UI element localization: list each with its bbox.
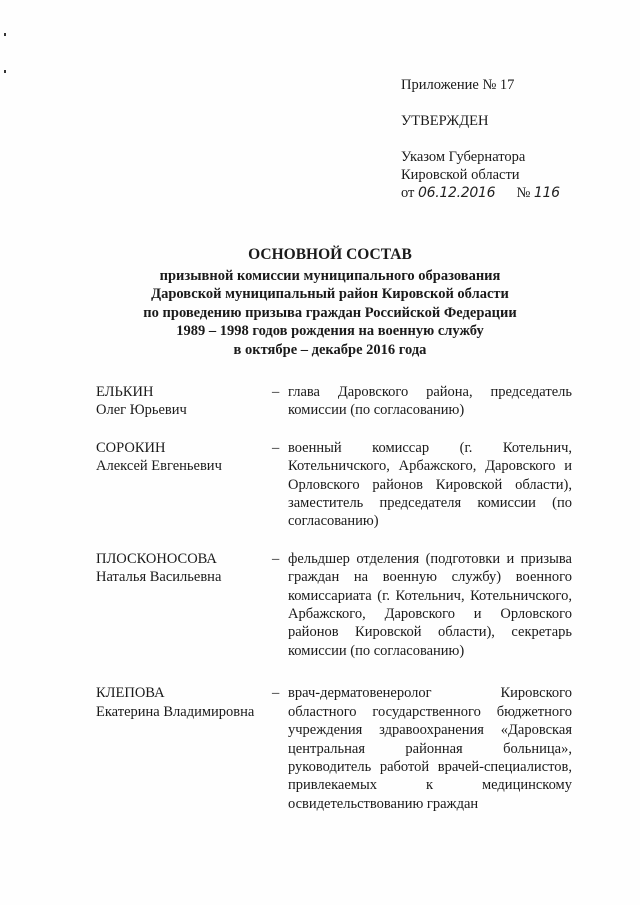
scan-speck (4, 33, 6, 36)
decree-line-1: Указом Губернатора (401, 149, 526, 165)
member-given-name: Екатерина Владимировна (96, 703, 255, 720)
member-dash: – (272, 439, 280, 456)
handwritten-number: 116 (533, 185, 560, 201)
handwritten-date: 06.12.2016 (418, 185, 496, 201)
member-dash: – (272, 550, 280, 567)
member-name (96, 684, 276, 721)
title-line-3: по проведению призыва граждан Российской Федерации (143, 304, 517, 321)
member-surname: ЕЛЬКИН (96, 384, 154, 400)
approval-stamp-block (401, 76, 560, 202)
title-line-1: призывной комиссии муниципального образования (159, 267, 501, 284)
decree-date-line (401, 184, 560, 202)
member-given-name: Наталья Васильевна (96, 569, 222, 586)
member-given-name: Олег Юрьевич (96, 402, 187, 419)
member-dash: – (272, 685, 280, 702)
decree-line-2: Кировской области (401, 167, 520, 183)
approved-label: УТВЕРЖДЕН (401, 113, 489, 129)
appendix-number: Приложение № 17 (401, 77, 515, 93)
member-surname: СОРОКИН (96, 439, 166, 456)
member-role: военный комиссар (г. Котельнич, Котельничского, Арбажского, Даровского и Орловского районов Кировской области), заместитель председателя комиссии (по согласованию) (288, 439, 572, 530)
document-title-block (80, 246, 580, 359)
document-title: ОСНОВНОЙ СОСТАВ (248, 246, 412, 263)
member-name (96, 439, 276, 476)
title-line-5: в октябре – декабре 2016 года (233, 341, 427, 358)
member-surname: ПЛОСКОНОСОВА (96, 550, 217, 567)
member-dash: – (272, 384, 280, 400)
date-prefix: от (401, 185, 415, 201)
member-role: глава Даровского района, председатель комиссии (по согласованию) (288, 384, 572, 419)
commission-members-list (96, 383, 576, 813)
member-role: врач-дерматовенеролог Кировского областного государственного бюджетного учреждения здравоохранения «Даровская центральная районная больница», руководитель работой врачей-специалистов, привлекаемых к медицинскому освидетельствованию граждан (288, 685, 572, 812)
member-entry (96, 684, 576, 813)
member-name (96, 550, 276, 587)
number-prefix: № (516, 185, 531, 201)
title-line-4: 1989 – 1998 годов рождения на военную службу (176, 323, 484, 339)
member-entry (96, 439, 576, 531)
member-entry (96, 383, 576, 420)
member-entry (96, 550, 576, 660)
member-name (96, 383, 276, 420)
member-surname: КЛЕПОВА (96, 685, 165, 702)
scan-speck (4, 70, 6, 73)
member-given-name: Алексей Евгеньевич (96, 458, 222, 475)
title-line-2: Даровской муниципальный район Кировской области (151, 286, 509, 302)
member-role: фельдшер отделения (подготовки и призыва граждан на военную службу) военного комиссариата (г. Котельнич, Котельничского, Арбажского, Даровского и Орловского районов Кировской области), секретарь комиссии (по согласованию) (288, 550, 572, 659)
